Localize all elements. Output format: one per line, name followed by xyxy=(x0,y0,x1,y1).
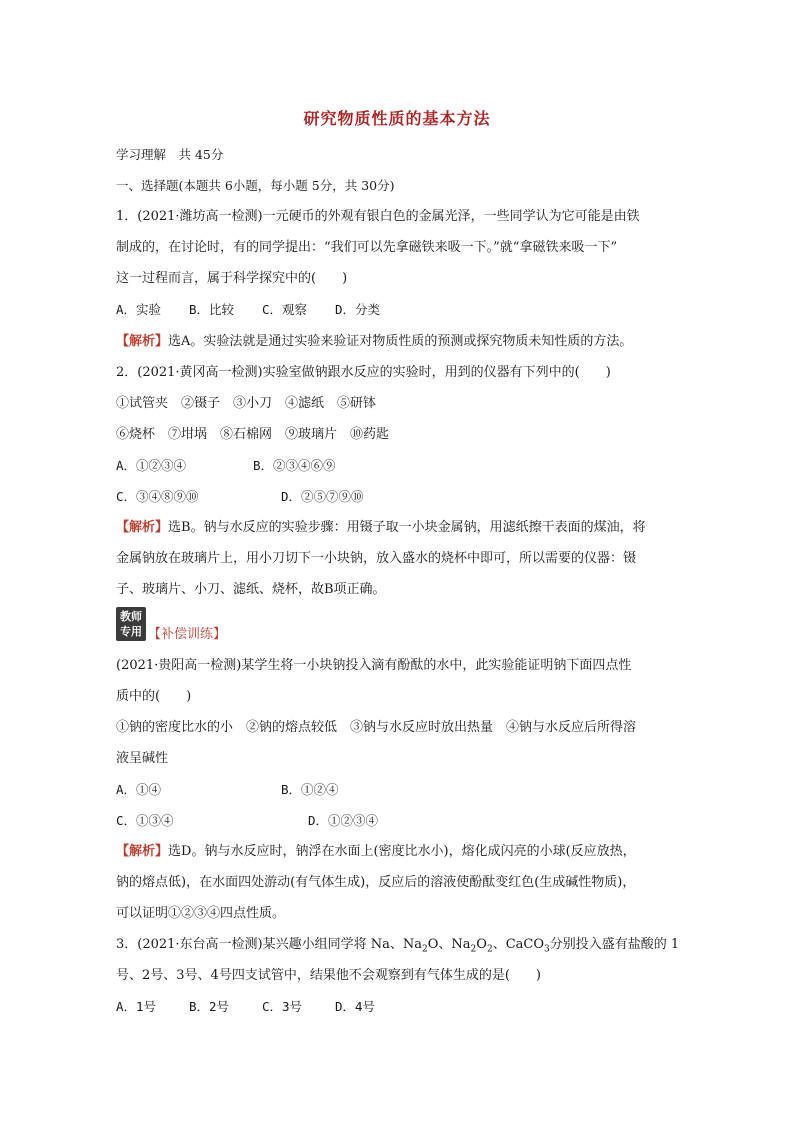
qx-option-a: A．①④ xyxy=(116,782,162,797)
subscript: 2 xyxy=(486,944,493,955)
qx-explanation-text: 选D。钠与水反应时，钠浮在水面上(密度比水小)，熔化成闪亮的小球(反应放热， xyxy=(168,844,636,859)
section-title: 一、选择题(本题共 6小题，每小题 5分，共 30分) xyxy=(116,178,395,193)
q3-option-a: A．1号 xyxy=(116,999,157,1014)
explanation-label: 【解析】 xyxy=(116,520,169,535)
qx-text-line-1: (2021·贵阳高一检测)某学生将一小块钠投入滴有酚酞的水中，此实验能证明钠下面四点性 xyxy=(116,658,632,673)
q3-text-a: 3．(2021·东台高一检测)某兴趣小组同学将 Na、Na xyxy=(116,937,423,952)
q2-option-a: A．①②③④ xyxy=(116,458,187,473)
subscript: 3 xyxy=(544,944,550,955)
q3-text-line-1 xyxy=(116,936,679,959)
subscript: 2 xyxy=(422,944,428,955)
q1-option-b: B．比较 xyxy=(189,302,235,317)
q3-text-c: O、Na xyxy=(427,937,471,952)
badge-line-1: 教师 xyxy=(120,610,142,623)
teacher-badge-icon xyxy=(116,607,146,641)
q2-text-line-3: ⑥烧杯 ⑦坩埚 ⑧石棉网 ⑨玻璃片 ⑩药匙 xyxy=(116,427,390,442)
q1-option-a: A．实验 xyxy=(116,302,162,317)
q3-text-line-2: 号、2号、3号、4号四支试管中，结果他不会观察到有气体生成的是( ) xyxy=(116,968,541,983)
q2-option-c: C．③④⑧⑨⑩ xyxy=(116,489,199,504)
section-header: 学习理解 共 45分 xyxy=(116,147,224,162)
q3-option-c: C．3号 xyxy=(262,999,303,1014)
qx-option-c: C．①③④ xyxy=(116,813,174,828)
supplementary-label: 【补偿训练】 xyxy=(148,627,227,642)
q1-explanation xyxy=(116,333,632,351)
q2-text-line-2: ①试管夹 ②镊子 ③小刀 ④滤纸 ⑤研钵 xyxy=(116,396,377,411)
q3-option-b: B．2号 xyxy=(189,999,230,1014)
q2-explanation-line-2: 金属钠放在玻璃片上，用小刀切下一小块钠，放入盛水的烧杯中即可，所以需要的仪器：镊 xyxy=(116,551,637,566)
q1-text-line-2: 制成的，在讨论时，有的同学提出：“我们可以先拿磁铁来吸一下。”就“拿磁铁来吸一下” xyxy=(116,240,618,255)
qx-text-line-4: 液呈碱性 xyxy=(116,751,169,766)
q3-text-e: O xyxy=(476,937,487,952)
q2-explanation-line-3: 子、玻璃片、小刀、滤纸、烧杯，故B项正确。 xyxy=(116,582,386,597)
qx-option-b: B．①②④ xyxy=(281,782,339,797)
subscript: 2 xyxy=(470,944,477,955)
q2-explanation-line-1 xyxy=(116,519,646,537)
qx-option-d: D．①②③④ xyxy=(308,813,379,828)
qx-explanation-line-2: 钠的熔点低)，在水面四处游动(有气体生成)，反应后的溶液使酚酞变红色(生成碱性物质)， xyxy=(116,875,636,890)
q1-text-line-1: 1．(2021·潍坊高一检测)一元硬币的外观有银白色的金属光泽，一些同学认为它可能是由铁 xyxy=(116,209,640,224)
q1-text-line-3: 这一过程而言，属于科学探究中的( ) xyxy=(116,271,348,286)
explanation-label: 【解析】 xyxy=(116,844,169,859)
qx-explanation-line-3: 可以证明①②③④四点性质。 xyxy=(116,906,286,921)
q2-option-d: D．②⑤⑦⑨⑩ xyxy=(281,489,364,504)
q2-option-b: B．②③④⑥⑨ xyxy=(253,458,336,473)
page-title: 研究物质性质的基本方法 xyxy=(303,109,491,128)
qx-text-line-3: ①钠的密度比水的小 ②钠的熔点较低 ③钠与水反应时放出热量 ④钠与水反应后所得溶 xyxy=(116,720,637,735)
badge-line-2: 专用 xyxy=(120,625,142,638)
q3-text-i: 分别投入盛有盐酸的 1 xyxy=(549,937,680,952)
q3-option-d: D．4号 xyxy=(335,999,376,1014)
q1-option-c: C．观察 xyxy=(262,302,308,317)
qx-text-line-2: 质中的( ) xyxy=(116,689,192,704)
qx-explanation-line-1 xyxy=(116,843,636,861)
explanation-label: 【解析】 xyxy=(116,334,169,349)
q1-explanation-text: 选A。实验法就是通过实验来验证对物质性质的预测或探究物质未知性质的方法。 xyxy=(168,334,633,349)
q2-text-line-1: 2．(2021·黄冈高一检测)实验室做钠跟水反应的实验时，用到的仪器有下列中的( ) xyxy=(116,365,611,380)
q2-explanation-text: 选B。钠与水反应的实验步骤：用镊子取一小块金属钠，用滤纸擦干表面的煤油，将 xyxy=(168,520,646,535)
q1-option-d: D．分类 xyxy=(335,302,381,317)
q3-text-g: 、CaCO xyxy=(492,937,544,952)
